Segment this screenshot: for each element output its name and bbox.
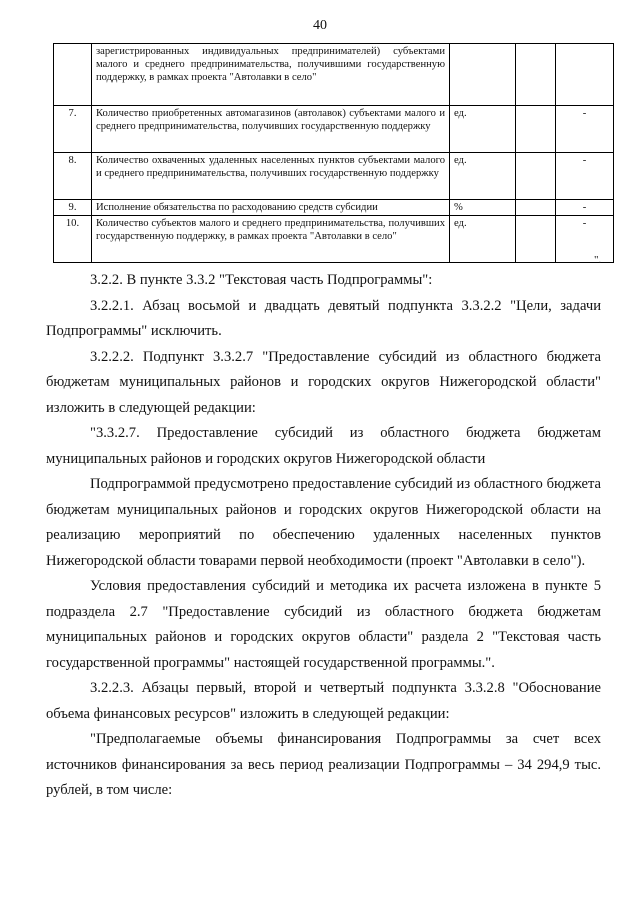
indicator-description: Количество охваченных удаленных населенных пунктов субъектами малого и среднего предпринимательства, получивших государственную поддержку (92, 153, 450, 200)
table-row (54, 44, 614, 106)
paragraph: "Предполагаемые объемы финансирования Подпрограммы за счет всех источников финансирования за весь период реализации Подпрограммы – 34 294,9 тыс. рублей, в том числе: (46, 731, 601, 798)
unit-cell: % (450, 200, 516, 216)
value-cell (516, 153, 556, 200)
indicator-description: зарегистрированных индивидуальных предпринимателей) субъектами малого и среднего предпринимательства, получившими государственную поддержку, в рамках проекта "Автолавки в село" (92, 44, 450, 106)
value-cell: - (556, 153, 614, 200)
table-row (54, 216, 614, 263)
value-cell (516, 200, 556, 216)
unit-cell (450, 44, 516, 106)
table-row (54, 200, 614, 216)
indicators-table (53, 43, 614, 263)
value-cell: - (556, 106, 614, 153)
paragraph: "3.3.2.7. Предоставление субсидий из областного бюджета бюджетам муниципальных районов и городских округов Нижегородской области (46, 425, 601, 467)
value-cell (556, 44, 614, 106)
value-cell (516, 106, 556, 153)
paragraph: 3.2.2.1. Абзац восьмой и двадцать девятый подпункта 3.3.2.2 "Цели, задачи Подпрограммы" исключить. (46, 297, 601, 339)
table-row (54, 106, 614, 153)
table-row (54, 153, 614, 200)
paragraph: 3.2.2.3. Абзацы первый, второй и четвертый подпункта 3.3.2.8 "Обоснование объема финансовых ресурсов" изложить в следующей редакции: (46, 680, 601, 722)
unit-cell: ед. (450, 216, 516, 263)
row-number: 9. (54, 200, 92, 216)
indicator-description: Исполнение обязательства по расходованию средств субсидии (92, 200, 450, 216)
value-cell (516, 216, 556, 263)
row-number: 8. (54, 153, 92, 200)
value-cell: - (556, 216, 614, 263)
row-number: 7. (54, 106, 92, 153)
row-number (54, 44, 92, 106)
unit-cell: ед. (450, 106, 516, 153)
unit-cell: ед. (450, 153, 516, 200)
indicator-description: Количество субъектов малого и среднего предпринимательства, получивших государственную поддержку, в рамках проекта "Автолавки в село" (92, 216, 450, 263)
value-cell (516, 44, 556, 106)
paragraph: 3.2.2.2. Подпункт 3.3.2.7 "Предоставление субсидий из областного бюджета бюджетам муниципальных районов и городских округов Нижегородской области" изложить в следующей редакции: (46, 348, 601, 416)
indicator-description: Количество приобретенных автомагазинов (автолавок) субъектами малого и среднего предпринимательства, получивших государственную поддержку (92, 106, 450, 153)
paragraph: Условия предоставления субсидий и методика их расчета изложена в пункте 5 подраздела 2.7 "Предоставление субсидий из областного бюджета бюджетам муниципальных районов и городских округов области" раздела 2 "Текстовая часть государственной программы" настоящей государственной программы.". (46, 578, 601, 671)
row-number: 10. (54, 216, 92, 263)
value-cell: - (556, 200, 614, 216)
page-number: 40 (313, 18, 327, 33)
paragraph: Подпрограммой предусмотрено предоставление субсидий из областного бюджета бюджетам муниципальных районов и городских округов Нижегородской области на реализацию мероприятий по обеспечению удаленных населенных пунктов Нижегородской области товарами первой необходимости (проект "Автолавки в село"). (46, 476, 601, 569)
document-body (46, 268, 601, 804)
quote-closing-mark: ". (594, 254, 602, 266)
paragraph: 3.2.2. В пункте 3.3.2 "Текстовая часть Подпрограммы": (90, 272, 433, 288)
